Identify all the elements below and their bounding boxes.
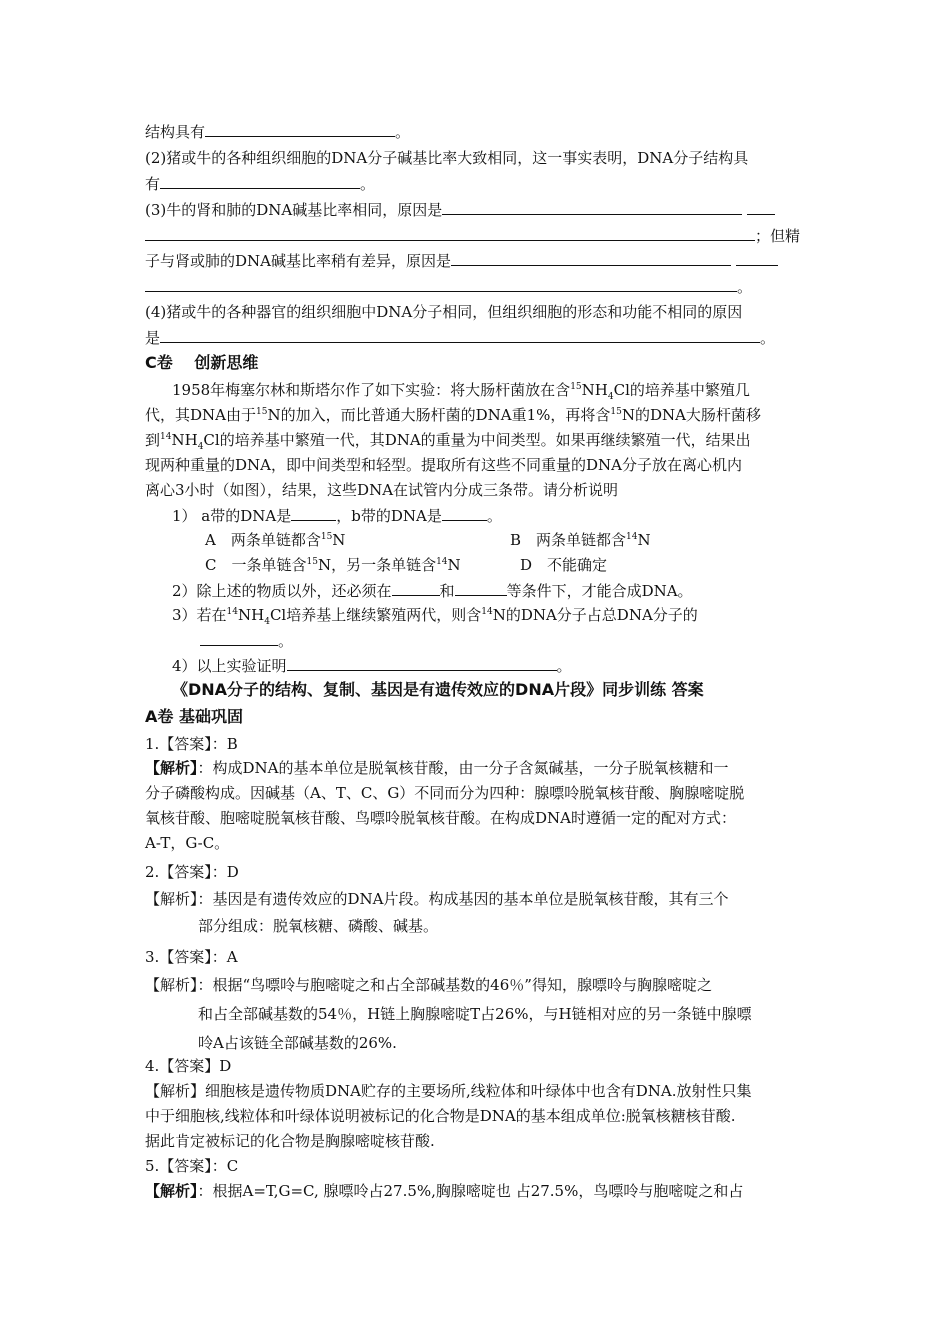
c-q1-option-b: B 两条单链都含$^{14}$N	[510, 531, 651, 549]
answer-blank[interactable]	[291, 505, 336, 521]
c-q2: 2）除上述的物质以外，还必须在 和 等条件下，才能合成DNA。	[172, 582, 693, 600]
answer-blank[interactable]	[287, 655, 557, 671]
answer-blank[interactable]	[442, 199, 742, 215]
analysis-1-line2: 分子磷酸构成。因碱基（A、T、C、G）不同而分为四种：腺嘌呤脱氧核苷酸、胸腺嘧啶脱	[145, 784, 745, 802]
b-q1-tail: 结构具有 。	[145, 123, 411, 141]
answer-blank[interactable]	[392, 580, 440, 596]
answer-blank[interactable]	[160, 173, 360, 189]
c-intro-line5: 离心3小时（如图），结果，这些DNA在试管内分成三条带。请分析说明	[145, 481, 619, 499]
b-q3-line4: 。	[145, 276, 752, 297]
c-q1: 1） a带的DNA是 ，b带的DNA是 。	[172, 507, 502, 525]
answer-blank[interactable]	[160, 327, 760, 343]
b-q2-line1: (2)猪或牛的各种组织细胞的DNA分子碱基比率大致相同，这一事实表明，DNA分子结构具	[145, 149, 749, 167]
c-q1-option-d: D 不能确定	[520, 556, 608, 574]
b-q3-line1: (3)牛的肾和肺的DNA碱基比率相同，原因是	[145, 199, 775, 220]
analysis-4-line2: 中于细胞核,线粒体和叶绿体说明被标记的化合物是DNA的基本组成单位:脱氧核糖核苷酸.	[145, 1107, 736, 1125]
analysis-4-line1: 【解析】细胞核是遗传物质DNA贮存的主要场所,线粒体和叶绿体中也含有DNA.放射性只集	[145, 1082, 752, 1100]
c-q3-line2: 。	[200, 630, 293, 651]
analysis-3-line3: 呤A占该链全部碱基数的26%.	[198, 1034, 397, 1052]
section-a-heading: A卷 基础巩固	[145, 707, 243, 726]
analysis-3-line1: 【解析】：根据“鸟嘌呤与胞嘧啶之和占全部碱基数的46％”得知，腺嘌呤与胸腺嘧啶之	[145, 976, 712, 994]
b-q3-line3: 子与肾或肺的DNA碱基比率稍有差异，原因是	[145, 250, 778, 271]
answer-blank[interactable]	[205, 121, 395, 137]
answer-1: 1.【答案】：B	[145, 735, 238, 753]
analysis-1-line4: A-T，G-C。	[145, 834, 230, 852]
analysis-5-line1: 【解析】：根据A=T,G=C, 腺嘌呤占27.5%,胸腺嘧啶也 占27.5%，鸟嘌呤与胞嘧啶之和占	[145, 1182, 744, 1200]
analysis-1-line3: 氧核苷酸、胞嘧啶脱氧核苷酸、鸟嘌呤脱氧核苷酸。在构成DNA时遵循一定的配对方式：	[145, 809, 736, 827]
c-intro-line4: 现两种重量的DNA，即中间类型和轻型。提取所有这些不同重量的DNA分子放在离心机内	[145, 456, 742, 474]
c-q1-option-a: A 两条单链都含$^{15}$N	[205, 531, 346, 549]
answer-blank[interactable]	[747, 199, 775, 215]
analysis-4-line3: 据此肯定被标记的化合物是胸腺嘧啶核苷酸.	[145, 1132, 435, 1150]
answer-2: 2.【答案】：D	[145, 863, 239, 881]
answer-blank[interactable]	[451, 250, 731, 266]
answer-blank[interactable]	[442, 505, 487, 521]
answer-blank[interactable]	[736, 250, 778, 266]
b-q2-line2: 有 。	[145, 175, 376, 193]
b-q3-line2: ；但精	[145, 225, 800, 246]
analysis-1-line1: 【解析】：构成DNA的基本单位是脱氧核苷酸，由一分子含氮碱基，一分子脱氧核糖和一	[145, 759, 729, 777]
analysis-2-line1: 【解析】：基因是有遗传效应的DNA片段。构成基因的基本单位是脱氧核苷酸，其有三个	[145, 890, 729, 908]
answer-blank[interactable]	[145, 225, 755, 241]
c-intro-line3: 到$^{14}NH_4Cl$的培养基中繁殖一代，其DNA的重量为中间类型。如果再继续繁殖一代，结果出	[145, 431, 751, 452]
analysis-2-line2: 部分组成：脱氧核糖、磷酸、碱基。	[198, 917, 439, 935]
analysis-3-line2: 和占全部碱基数的54％，H链上胸腺嘧啶T占26%，与H链相对应的另一条链中腺嘌	[198, 1005, 752, 1023]
answer-blank[interactable]	[145, 276, 737, 292]
b-q4-line1: (4)猪或牛的各种器官的组织细胞中DNA分子相同，但组织细胞的形态和功能不相同的原因	[145, 303, 743, 321]
answer-5: 5.【答案】：C	[145, 1157, 239, 1175]
c-intro-line2: 代，其DNA由于$^{15}$N的加入，而比普通大肠杆菌的DNA重1%，再将含$^{15}$N的DNA大肠杆菌移	[145, 406, 761, 424]
b-q4-line2: 是 。	[145, 329, 776, 347]
answer-key-title: 《DNA分子的结构、复制、基因是有遗传效应的DNA片段》同步训练 答案	[172, 680, 704, 699]
answer-blank[interactable]	[455, 580, 507, 596]
answer-4: 4.【答案】D	[145, 1057, 232, 1075]
c-intro-line1: 1958年梅塞尔林和斯塔尔作了如下实验：将大肠杆菌放在含$^{15}NH_4Cl$的培养基中繁殖几	[172, 381, 750, 402]
section-c-heading: C卷 创新思维	[145, 353, 259, 372]
c-q3-line1: 3）若在$^{14}NH_4Cl$培养基上继续繁殖两代，则含$^{14}$N的DNA分子占总DNA分子的	[172, 606, 698, 627]
answer-3: 3.【答案】：A	[145, 948, 238, 966]
c-q1-option-c: C 一条单链含$^{15}$N，另一条单链含$^{14}$N	[205, 556, 461, 574]
c-q4: 4）以上实验证明 。	[172, 657, 572, 675]
answer-blank[interactable]	[200, 630, 278, 646]
